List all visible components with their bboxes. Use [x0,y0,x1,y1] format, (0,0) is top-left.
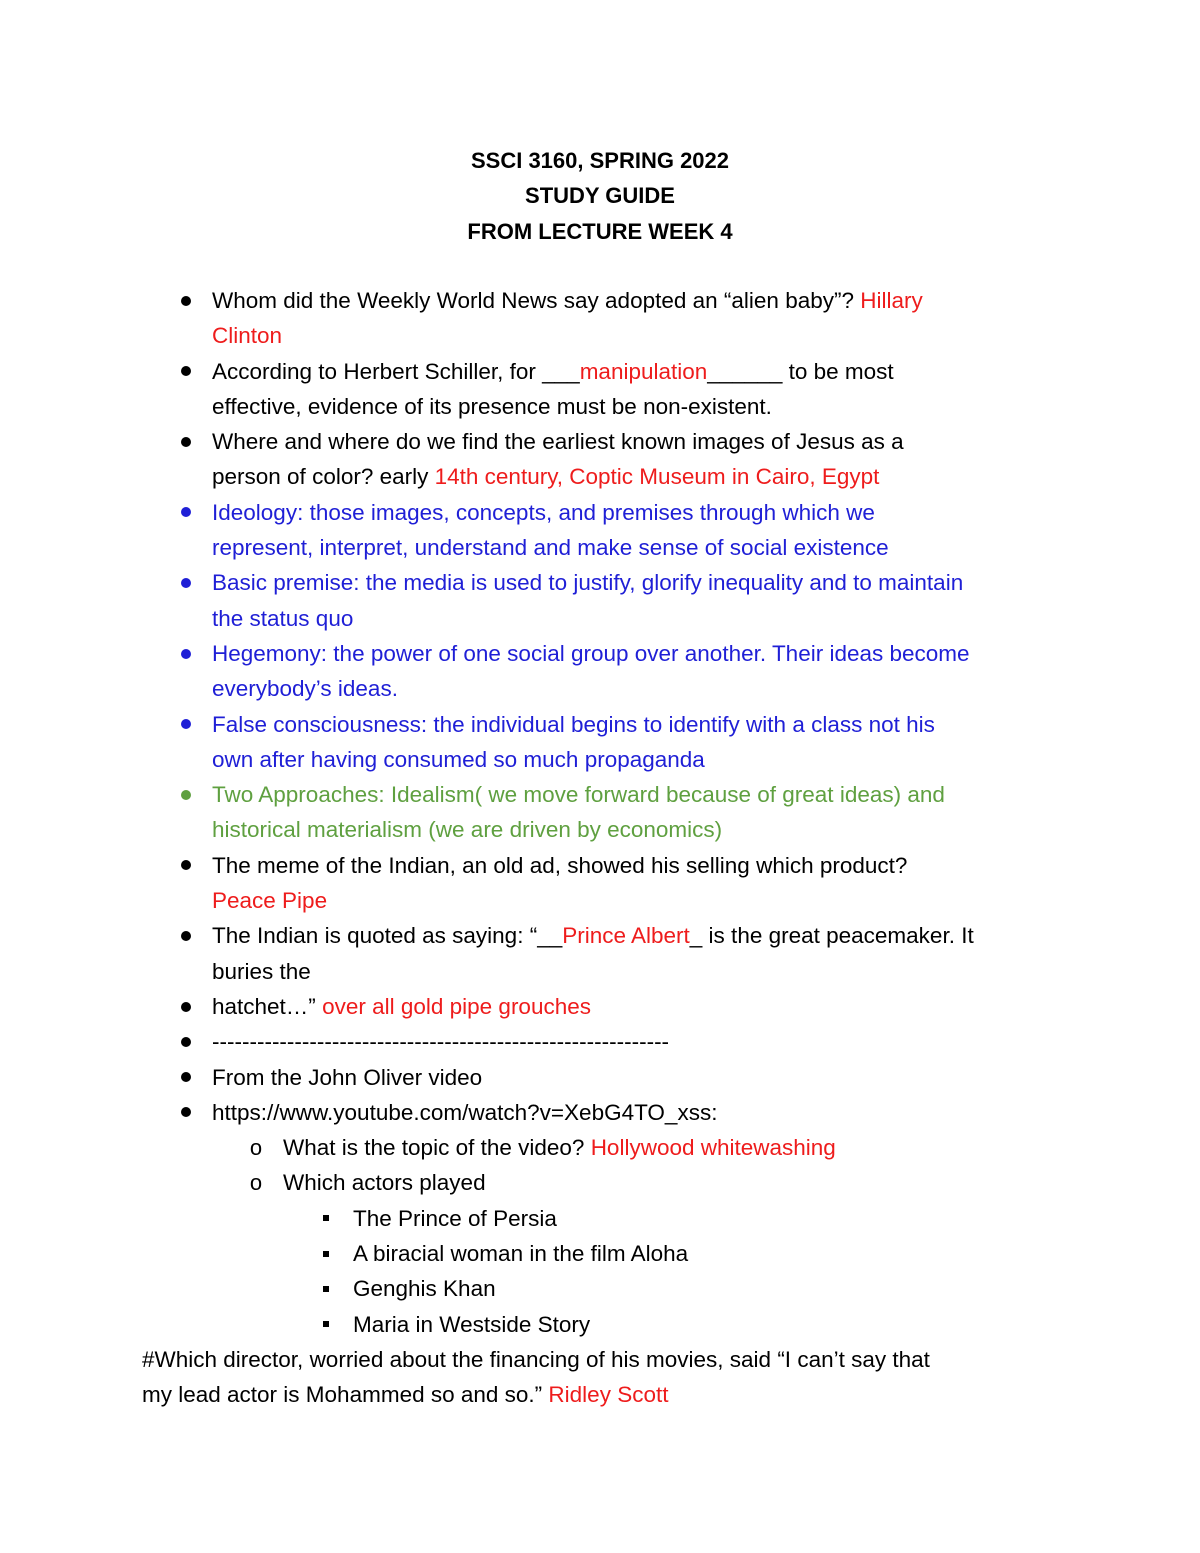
sub-list-item: o Which actors played [140,1165,1100,1200]
list-item-definition: False consciousness: the individual begins to identify with a class not his [140,707,1100,742]
bullet-dot-icon [176,989,196,1024]
list-item-continuation: everybody’s ideas. [212,676,398,702]
bullet-dot-icon [176,424,196,459]
study-guide-list [140,283,1100,1413]
bullet-square-icon [316,1236,336,1271]
list-item-definition: Hegemony: the power of one social group over another. Their ideas become [140,636,1100,671]
document-header [0,143,1200,249]
answer-text: Hollywood whitewashing [590,1135,836,1161]
bullet-dot-icon [176,1060,196,1095]
guide-title: STUDY GUIDE [525,183,675,209]
lecture-title: FROM LECTURE WEEK 4 [467,218,733,244]
final-question-continuation: my lead actor is Mohammed so and so.” Ridley Scott [142,1382,669,1408]
bullet-dot-icon [176,283,196,318]
list-item: The Indian is quoted as saying: “__Prince Albert_ is the great peacemaker. It [140,918,1100,953]
bullet-circle-icon: o [249,1135,263,1161]
answer-text: 14th century, Coptic Museum in Cairo, Egypt [434,464,880,490]
list-item: Whom did the Weekly World News say adopted an “alien baby”? Hillary [140,283,1100,318]
bullet-dot-icon [176,848,196,883]
bullet-circle-icon: o [249,1170,263,1196]
list-item: The meme of the Indian, an old ad, showed his selling which product? [140,848,1100,883]
list-item-continuation: historical materialism (we are driven by economics) [212,817,723,843]
list-item-divider: ------------------------------------------------------------- [140,1024,1100,1059]
list-item-approaches: Two Approaches: Idealism( we move forward because of great ideas) and [140,777,1100,812]
video-url[interactable]: https://www.youtube.com/watch?v=XebG4TO_xss: [212,1099,718,1125]
list-item-continuation: buries the [212,958,311,984]
list-item-continuation: own after having consumed so much propaganda [212,746,705,772]
answer-text: Hillary [860,288,923,313]
bullet-dot-icon [176,636,196,671]
list-item-definition: Basic premise: the media is used to justify, glorify inequality and to maintain [140,565,1100,600]
bullet-dot-icon [176,707,196,742]
answer-text: Prince Albert [562,923,690,949]
sub-sub-list-item: Genghis Khan [140,1271,1100,1306]
bullet-dot-icon [176,918,196,953]
bullet-dot-icon [176,565,196,600]
list-item-continuation: effective, evidence of its presence must be non-existent. [212,393,772,419]
answer-text: over all gold pipe grouches [322,993,591,1019]
bullet-dot-icon [176,354,196,389]
list-item: hatchet…” over all gold pipe grouches [140,989,1100,1024]
course-title: SSCI 3160, SPRING 2022 [470,148,730,173]
bullet-dot-icon [176,1024,196,1059]
sub-sub-list-item: The Prince of Persia [140,1201,1100,1236]
sub-sub-list-item: Maria in Westside Story [140,1307,1100,1342]
list-item-continuation: the status quo [212,605,354,631]
list-item: From the John Oliver video [140,1060,1100,1095]
list-item-continuation: represent, interpret, understand and make sense of social existence [212,535,889,561]
final-question: #Which director, worried about the financing of his movies, said “I can’t say that [142,1346,930,1372]
list-item-continuation [140,318,1100,353]
list-item-definition: Ideology: those images, concepts, and premises through which we [140,495,1100,530]
answer-text: Ridley Scott [548,1382,669,1408]
answer-text: Peace Pipe [212,888,328,914]
bullet-square-icon [316,1271,336,1306]
bullet-dot-icon [176,495,196,530]
list-item: Where and where do we find the earliest known images of Jesus as a [140,424,1100,459]
bullet-dot-icon [176,777,196,812]
list-item-continuation [140,883,1100,918]
bullet-square-icon [316,1201,336,1236]
bullet-square-icon [316,1307,336,1342]
bullet-dot-icon [176,1095,196,1130]
list-item-url [140,1095,1100,1130]
sub-list-item: o What is the topic of the video? Hollywood whitewashing [140,1130,1100,1165]
list-item-continuation: person of color? early 14th century, Coptic Museum in Cairo, Egypt [212,464,880,490]
sub-sub-list-item: A biracial woman in the film Aloha [140,1236,1100,1271]
answer-text: manipulation [579,358,708,384]
answer-text: Clinton [212,323,283,349]
list-item: According to Herbert Schiller, for ___manipulation______ to be most [140,354,1100,389]
